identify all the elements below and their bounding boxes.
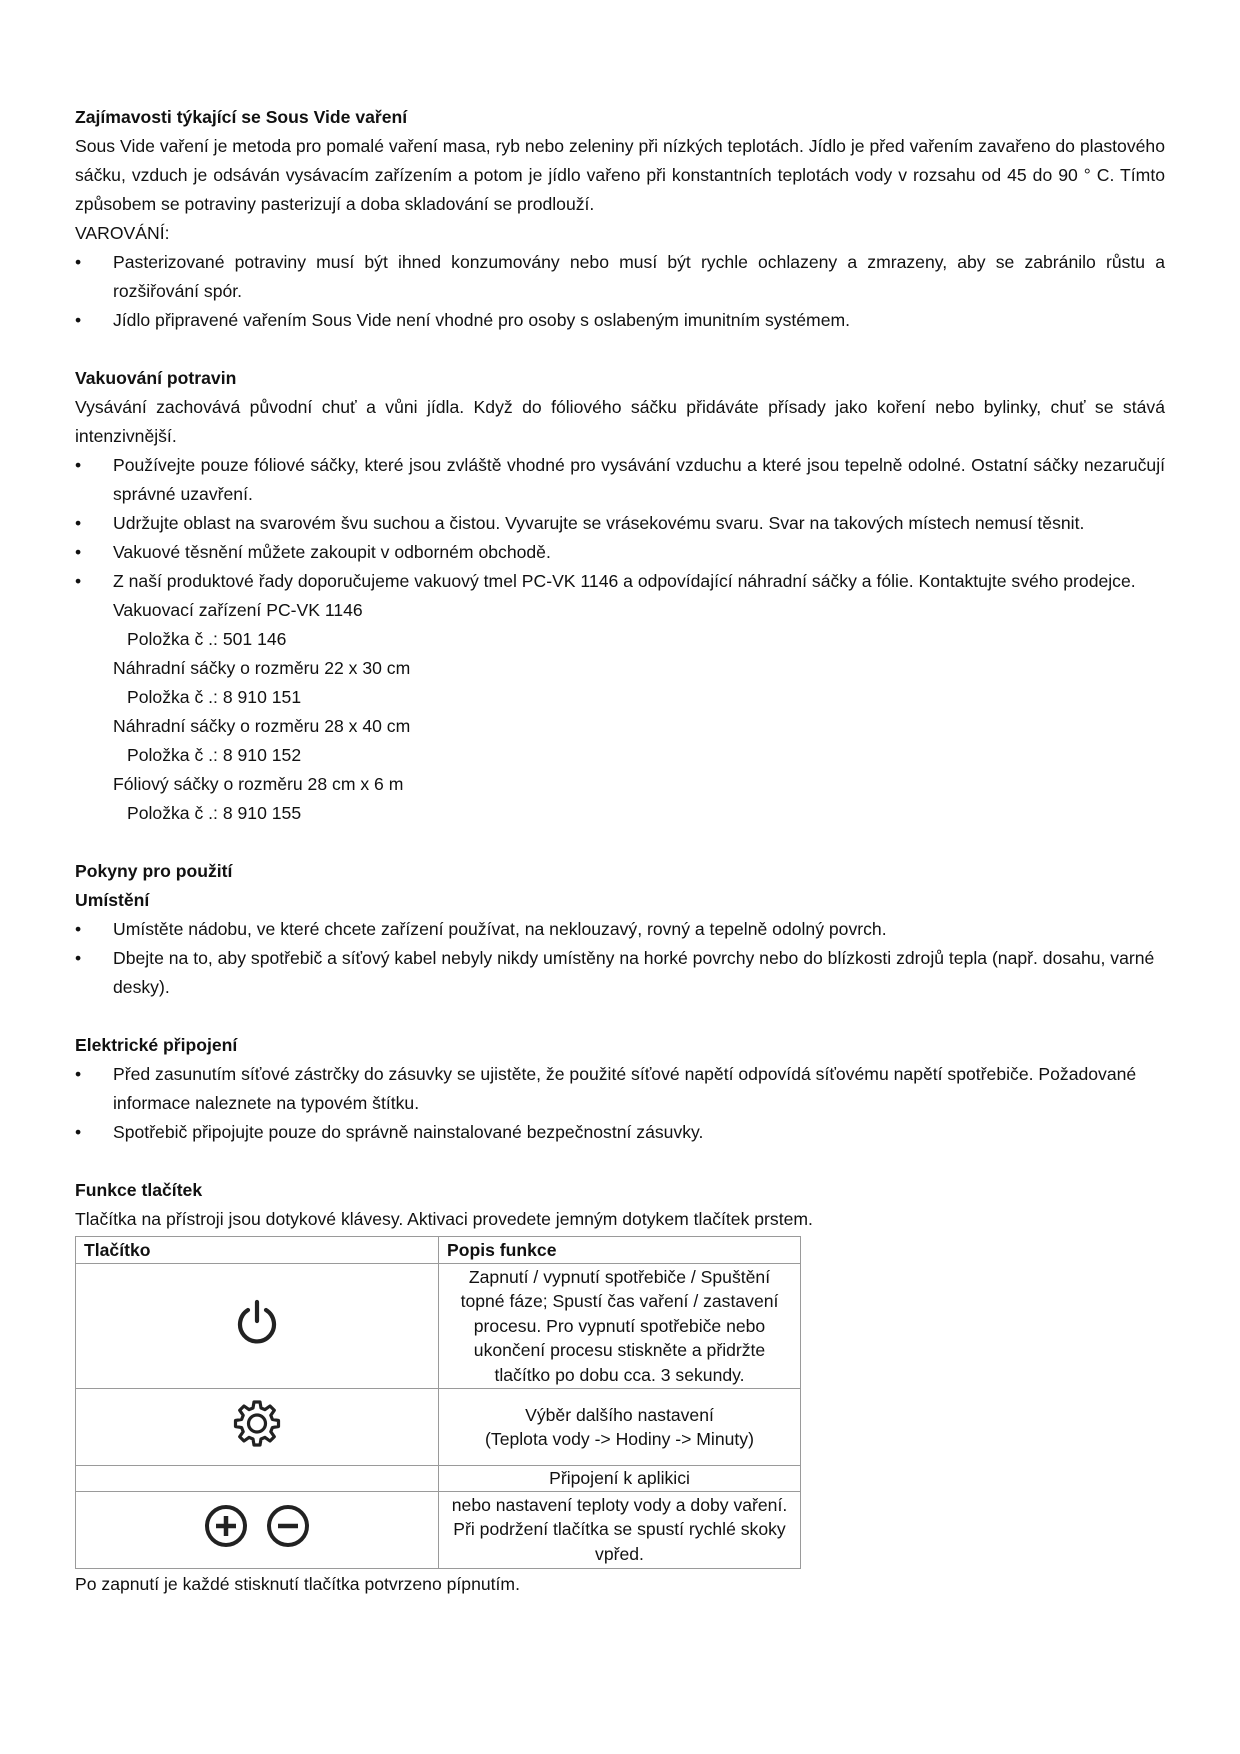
column-header-button: Tlačítko xyxy=(76,1237,439,1264)
list-item: • Vakuové těsnění můžete zakoupit v odborném obchodě. xyxy=(75,538,1165,567)
table-header-row xyxy=(76,1237,801,1264)
product-item-number: Položka č .: 501 146 xyxy=(127,629,287,649)
vacuum-paragraph: Vysávání zachovává původní chuť a vůni jídla. Když do fóliového sáčku přidáváte přísady jako koření nebo bylinky, chuť se stává intenzivnější. xyxy=(75,397,1165,446)
table-cell-description: Připojení k aplikici xyxy=(439,1466,801,1492)
list-item: • Jídlo připravené vařením Sous Vide není vhodné pro osoby s oslabeným imunitním systémem. xyxy=(75,306,1165,335)
section-title-buttons: Funkce tlačítek xyxy=(75,1180,203,1200)
table-cell-description: nebo nastavení teploty vody a doby vaření. Při podržení tlačítka se spustí rychlé skoky vpřed. xyxy=(439,1491,801,1568)
list-item: • Dbejte na to, aby spotřebič a síťový kabel nebyly nikdy umístěny na horké povrchy nebo do blízkosti zdrojů tepla (např. dosahu, varné desky). xyxy=(75,944,1165,1002)
list-item: • Pasterizované potraviny musí být ihned konzumovány nebo musí být rychle ochlazeny a zmrazeny, aby se zabránilo růstu a rozšiřování spór. xyxy=(75,248,1165,306)
list-item: • Udržujte oblast na svarovém švu suchou a čistou. Vyvarujte se vrásekovému svaru. Svar na takových místech nemusí těsnit. xyxy=(75,509,1165,538)
warning-label: VAROVÁNÍ: xyxy=(75,223,170,243)
column-header-description: Popis funkce xyxy=(439,1237,801,1264)
footer-note: Po zapnutí je každé stisknutí tlačítka potvrzeno pípnutím. xyxy=(75,1573,520,1594)
sous-vide-paragraph: Sous Vide vaření je metoda pro pomalé vaření masa, ryb nebo zeleniny při nízkých teplotách. Jídlo je před vařením zavařeno do plastového sáčku, vzduch je odsáván vysávacím zařízením a potom je jídlo vařeno při konstantních teplotách vody v rozsahu od 45 do 90 ° C. Tímto způsobem se potraviny pasterizují a doba skladování se prodlouží. xyxy=(75,136,1165,214)
product-name: Náhradní sáčky o rozměru 22 x 30 cm xyxy=(113,658,411,678)
list-item: • Používejte pouze fóliové sáčky, které jsou zvláště vhodné pro vysávání vzduchu a které jsou tepelně odolné. Ostatní sáčky nezaručují správné uzavření. xyxy=(75,451,1165,509)
button-function-table xyxy=(75,1236,801,1569)
table-cell-description: Výběr dalšího nastavení (Teplota vody -> Hodiny -> Minuty) xyxy=(439,1389,801,1466)
table-cell-empty xyxy=(76,1466,439,1492)
table-row xyxy=(76,1389,801,1466)
document-page xyxy=(75,103,1165,1599)
section-title-vacuum: Vakuování potravin xyxy=(75,368,237,388)
section-title-sous-vide: Zajímavosti týkající se Sous Vide vaření xyxy=(75,107,408,127)
list-item: • Spotřebič připojujte pouze do správně nainstalované bezpečnostní zásuvky. xyxy=(75,1118,1165,1147)
buttons-paragraph: Tlačítka na přístroji jsou dotykové klávesy. Aktivaci provedete jemným dotykem tlačítek prstem. xyxy=(75,1209,813,1229)
product-name: Náhradní sáčky o rozměru 28 x 40 cm xyxy=(113,716,411,736)
minus-icon xyxy=(265,1503,311,1549)
table-row xyxy=(76,1264,801,1389)
table-cell-description: Zapnutí / vypnutí spotřebiče / Spuštění topné fáze; Spustí čas vaření / zastavení procesu. Pro vypnutí spotřebiče nebo ukončení procesu stiskněte a přidržte tlačítko po dobu cca. 3 sekundy. xyxy=(439,1264,801,1389)
subsection-title-placement: Umístění xyxy=(75,890,150,910)
table-row xyxy=(76,1491,801,1568)
list-item: • Umístěte nádobu, ve které chcete zařízení používat, na neklouzavý, rovný a tepelně odolný povrch. xyxy=(75,915,1165,944)
product-name: Fóliový sáčky o rozměru 28 cm x 6 m xyxy=(113,774,404,794)
product-item-number: Položka č .: 8 910 155 xyxy=(127,803,302,823)
product-name: Vakuovací zařízení PC-VK 1146 xyxy=(113,600,363,620)
gear-icon xyxy=(230,1397,284,1451)
product-item-number: Položka č .: 8 910 151 xyxy=(127,687,302,707)
product-item-number: Položka č .: 8 910 152 xyxy=(127,745,302,765)
section-title-usage: Pokyny pro použití xyxy=(75,861,233,881)
power-icon xyxy=(231,1297,283,1349)
table-row xyxy=(76,1466,801,1492)
section-title-electrical: Elektrické připojení xyxy=(75,1035,238,1055)
list-item: • Před zasunutím síťové zástrčky do zásuvky se ujistěte, že použité síťové napětí odpovídá síťovému napětí spotřebiče. Požadované informace naleznete na typovém štítku. xyxy=(75,1060,1165,1118)
plus-icon xyxy=(203,1503,249,1549)
list-item: • Z naší produktové řady doporučujeme vakuový tmel PC-VK 1146 a odpovídající náhradní sáčky a fólie. Kontaktujte svého prodejce. xyxy=(75,567,1165,596)
